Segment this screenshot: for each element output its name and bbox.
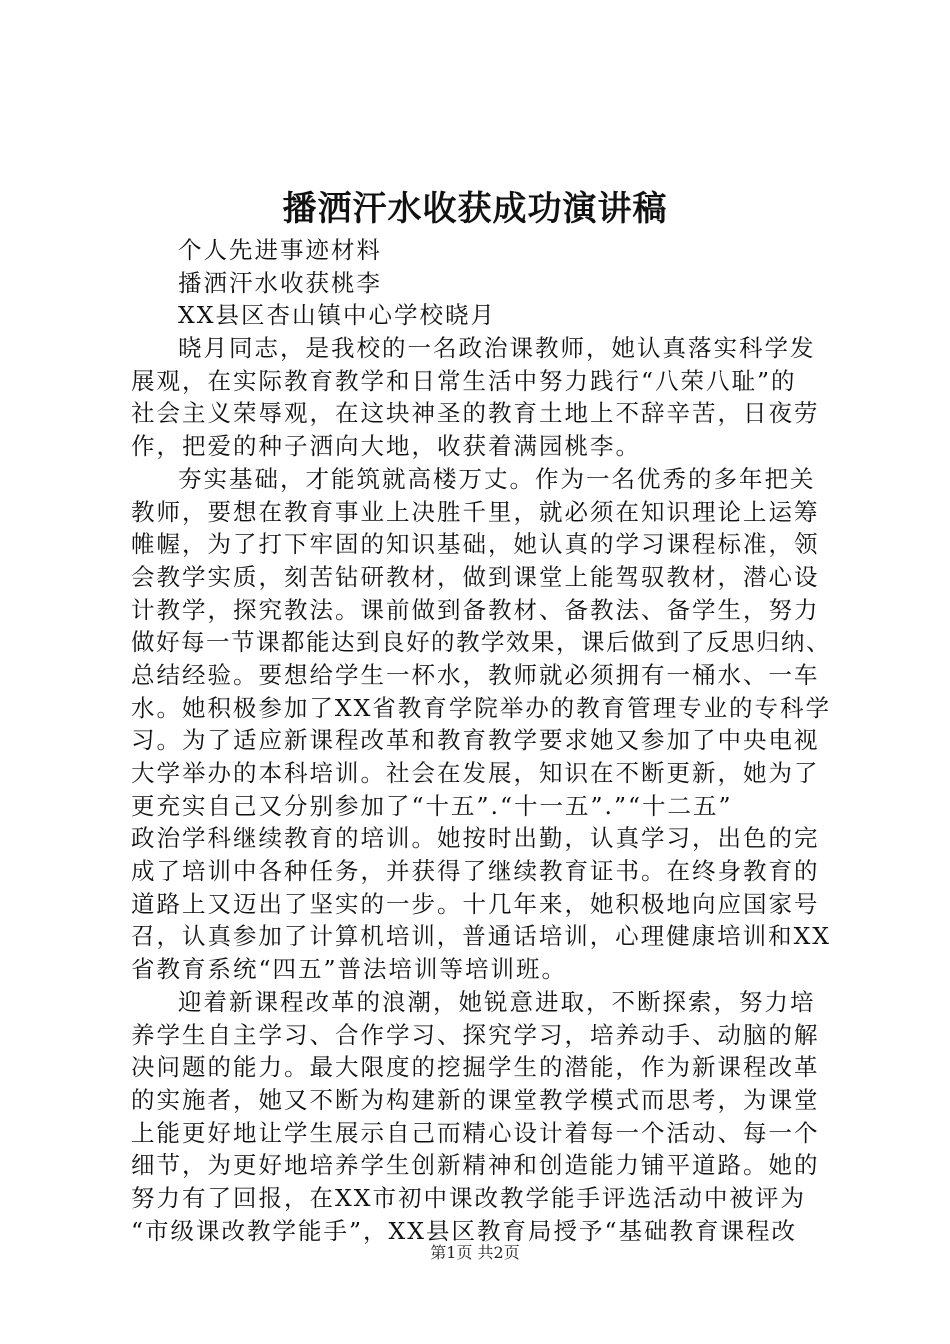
body-line: 大学举办的本科培训。社会在发展，知识在不断更新，她为了 bbox=[131, 759, 820, 787]
body-line: 个人先进事迹材料 bbox=[178, 236, 382, 264]
body-line: 召，认真参加了计算机培训，普通话培训，心理健康培训和XX bbox=[131, 922, 831, 951]
document-body bbox=[131, 234, 831, 1247]
body-line: 决问题的能力。最大限度的挖掘学生的潜能，作为新课程改革 bbox=[131, 1053, 820, 1082]
body-line: 作，把爱的种子洒向大地，收获着满园桃李。 bbox=[131, 432, 641, 461]
body-line: 习。为了适应新课程改革和教育教学要求她又参加了中央电视 bbox=[131, 726, 820, 755]
body-line: 帷幄，为了打下牢固的知识基础，她认真的学习课程标准，领 bbox=[131, 530, 820, 559]
body-line: 播洒汗水收获桃李 bbox=[178, 268, 382, 297]
body-line: 夯实基础，才能筑就高楼万丈。作为一名优秀的多年把关 bbox=[178, 464, 816, 493]
body-line: 道路上又迈出了坚实的一步。十几年来，她积极地向应国家号 bbox=[131, 889, 820, 918]
body-line: 省教育系统“四五”普法培训等培训班。 bbox=[131, 955, 568, 984]
body-line: 计教学，探究教法。课前做到备教材、备教法、备学生，努力 bbox=[131, 595, 820, 624]
body-line: 上能更好地让学生展示自己而精心设计着每一个活动、每一个 bbox=[131, 1118, 820, 1147]
body-line: 社会主义荣辱观，在这块神圣的教育土地上不辞辛苦，日夜劳 bbox=[131, 399, 820, 428]
body-line: 教师，要想在教育事业上决胜千里，就必须在知识理论上运筹 bbox=[131, 497, 820, 526]
body-line: 晓月同志，是我校的一名政治课教师，她认真落实科学发 bbox=[178, 334, 816, 363]
body-line: “市级课改教学能手”，XX县区教育局授予“基础教育课程改 bbox=[131, 1216, 798, 1245]
body-line: 会教学实质，刻苦钻研教材，做到课堂上能驾驭教材，潜心设 bbox=[131, 562, 820, 591]
page-footer: 第1页 共2页 bbox=[430, 1243, 520, 1262]
body-line: 做好每一节课都能达到良好的教学效果，课后做到了反思归纳、 bbox=[131, 628, 831, 657]
body-line: XX县区杏山镇中心学校晓月 bbox=[178, 301, 496, 330]
body-line: 成了培训中各种任务，并获得了继续教育证书。在终身教育的 bbox=[131, 857, 820, 886]
body-line: 细节，为更好地培养学生创新精神和创造能力铺平道路。她的 bbox=[131, 1151, 820, 1180]
body-line: 总结经验。要想给学生一杯水，教师就必须拥有一桶水、一车 bbox=[131, 660, 820, 689]
body-line: 政治学科继续教育的培训。她按时出勤，认真学习，出色的完 bbox=[131, 824, 820, 853]
body-line: 更充实自己又分别参加了“十五”.“十一五”.”“十二五” bbox=[131, 791, 733, 820]
body-line: 养学生自主学习、合作学习、探究学习，培养动手、动脑的解 bbox=[131, 1020, 820, 1049]
body-line: 努力有了回报，在XX市初中课改教学能手评选活动中被评为 bbox=[131, 1183, 806, 1212]
body-line: 的实施者，她又不断为构建新的课堂教学模式而思考，为课堂 bbox=[131, 1085, 820, 1114]
body-line: 水。她积极参加了XX省教育学院举办的教育管理专业的专科学 bbox=[131, 693, 831, 722]
body-line: 迎着新课程改革的浪潮，她锐意进取，不断探索，努力培 bbox=[178, 987, 816, 1016]
document-title: 播洒汗水收获成功演讲稿 bbox=[282, 189, 668, 229]
body-line: 展观，在实际教育教学和日常生活中努力践行“八荣八耻”的 bbox=[131, 366, 797, 395]
